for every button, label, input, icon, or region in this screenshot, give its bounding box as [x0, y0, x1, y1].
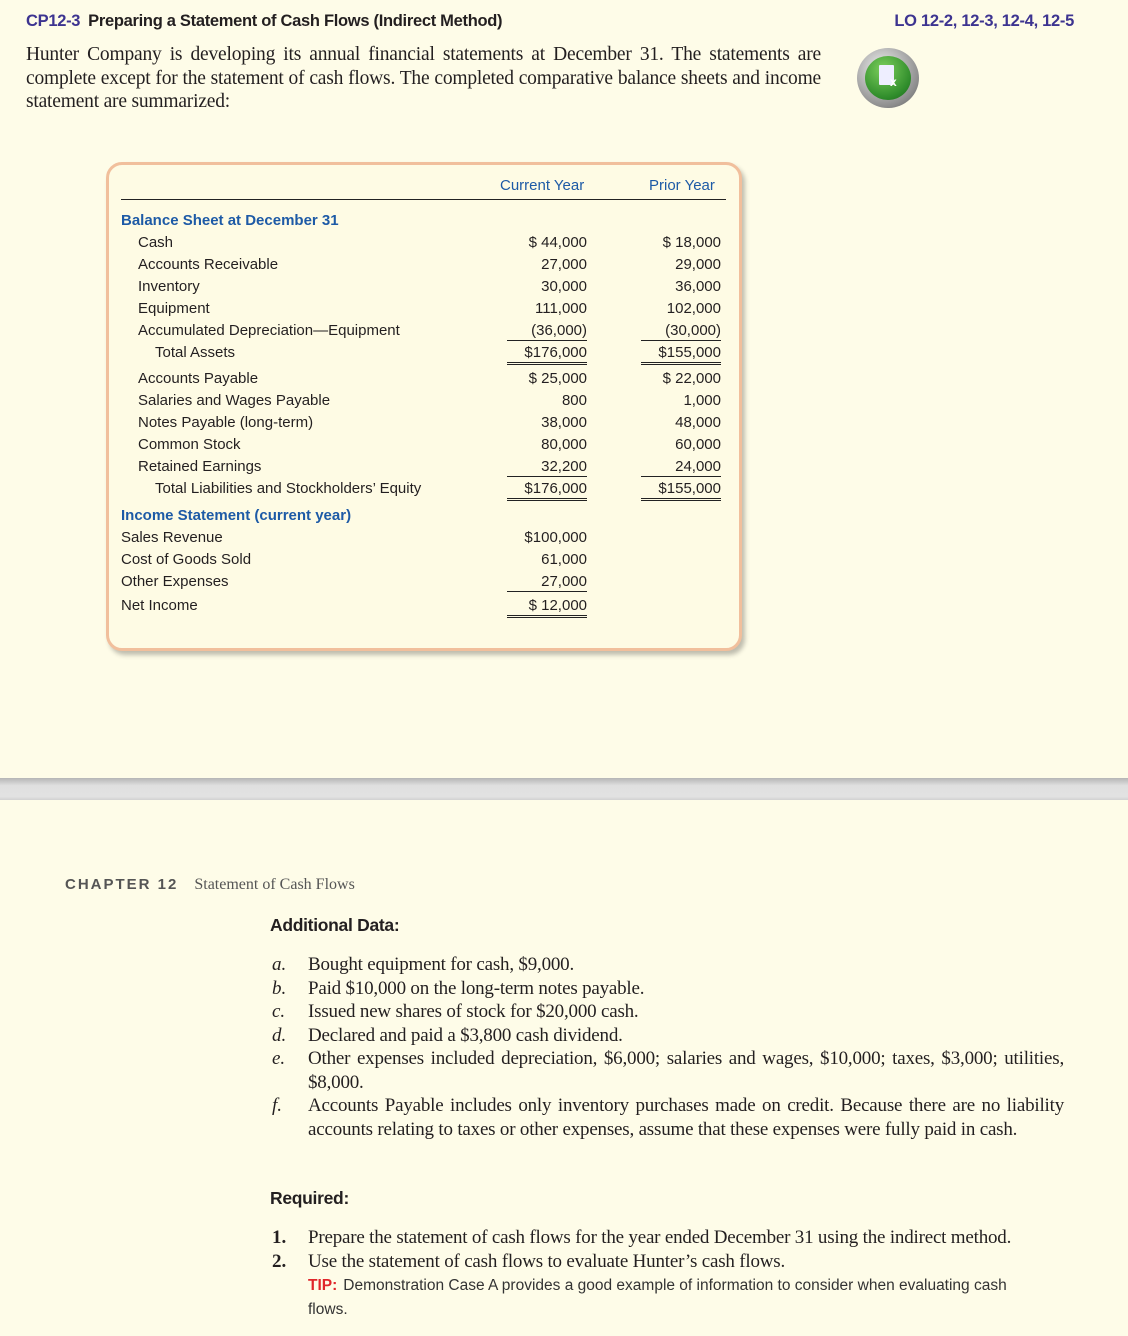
current-value: 27,000: [507, 573, 587, 592]
table-row: [109, 234, 739, 256]
table-row: [109, 458, 739, 480]
additional-data-heading: Additional Data:: [270, 915, 400, 935]
income-row: [109, 573, 739, 595]
prior-value: 102,000: [666, 300, 721, 317]
row-label: Accumulated Depreciation—Equipment: [138, 322, 400, 339]
chapter-title: Statement of Cash Flows: [194, 876, 355, 893]
intro-paragraph: Hunter Company is developing its annual financial statements at December 31. The statements are complete except for the statement of cash flows. The completed comparative balance sheets and income statement are summarized:: [26, 44, 821, 112]
required-heading: Required:: [270, 1188, 349, 1208]
income-row: [109, 597, 739, 619]
row-label: Salaries and Wages Payable: [138, 392, 331, 409]
table-row: [109, 436, 739, 458]
table-row: [109, 256, 739, 278]
list-item: [272, 1047, 1064, 1094]
row-label: Cash: [138, 234, 174, 251]
prior-value: 48,000: [675, 414, 721, 431]
total-assets-row: [109, 344, 739, 366]
row-label: Balance Sheet at December 31: [121, 212, 339, 229]
list-item: [272, 1024, 1064, 1048]
item-marker: e.: [272, 1048, 286, 1069]
current-value: $ 44,000: [528, 234, 587, 251]
list-item: [272, 1000, 1064, 1024]
list-item: [272, 977, 1064, 1001]
balance-sheet-heading: [109, 212, 739, 234]
item-text: Bought equipment for cash, $9,000.: [308, 954, 575, 975]
list-item: [272, 953, 1064, 977]
current-value: $176,000: [507, 344, 587, 365]
problem-number: CP12-3: [26, 12, 81, 30]
prior-value: $155,000: [641, 344, 721, 365]
item-marker: b.: [272, 977, 287, 999]
item-marker: 1.: [272, 1227, 287, 1248]
current-value: $176,000: [507, 480, 587, 501]
row-label: Income Statement (current year): [121, 507, 352, 524]
total-liabilities-row: [109, 480, 739, 502]
current-value: 80,000: [541, 436, 587, 453]
row-label: Retained Earnings: [138, 458, 262, 475]
table-row: [109, 300, 739, 322]
current-value: 27,000: [541, 256, 587, 273]
prior-value: $ 18,000: [662, 234, 721, 251]
problem-title-text: Preparing a Statement of Cash Flows (Indirect Method): [88, 12, 503, 30]
prior-value: (30,000): [641, 322, 721, 341]
row-label: Cost of Goods Sold: [121, 551, 252, 568]
item-marker: 2.: [272, 1250, 287, 1272]
row-label: Other Expenses: [121, 573, 229, 590]
item-text: Other expenses included depreciation, $6,000; salaries and wages, $10,000; taxes, $3,000; utilities, $8,000.: [308, 1048, 1064, 1093]
item-text: Accounts Payable includes only inventory purchases made on credit. Because there are no liability accounts relating to taxes or other expenses, assume that these expenses were fully paid in cash.: [308, 1095, 1064, 1140]
current-value: $100,000: [524, 529, 587, 546]
current-value: (36,000): [507, 322, 587, 341]
item-marker: c.: [272, 1001, 286, 1022]
excel-icon[interactable]: x: [857, 48, 919, 108]
prior-value: $ 22,000: [662, 370, 721, 387]
row-label: Common Stock: [138, 436, 241, 453]
row-label: Sales Revenue: [121, 529, 223, 546]
current-value: 30,000: [541, 278, 587, 295]
current-value: 61,000: [541, 551, 587, 568]
prior-value: 36,000: [675, 278, 721, 295]
prior-value: 60,000: [675, 436, 721, 453]
row-label: Total Liabilities and Stockholders’ Equity: [155, 480, 422, 497]
col-header-current: Current Year: [500, 177, 585, 194]
table-row: [109, 278, 739, 300]
learning-objectives: LO 12-2, 12-3, 12-4, 12-5: [894, 12, 1074, 30]
item-marker: a.: [272, 954, 287, 975]
item-text: Issued new shares of stock for $20,000 cash.: [308, 1001, 639, 1022]
tip-note: [308, 1274, 1008, 1322]
income-row: [109, 529, 739, 551]
current-value: $ 25,000: [528, 370, 587, 387]
income-statement-heading: [109, 507, 739, 529]
prior-value: 24,000: [641, 458, 721, 477]
row-label: Net Income: [121, 597, 198, 614]
list-item: [272, 1226, 1064, 1250]
problem-title: [26, 12, 502, 31]
table-row: [109, 370, 739, 392]
table-row: [109, 322, 739, 344]
item-text: Prepare the statement of cash flows for the year ended December 31 using the indirect method.: [308, 1227, 1012, 1248]
item-text: Declared and paid a $3,800 cash dividend.: [308, 1024, 623, 1046]
row-label: Total Assets: [155, 344, 236, 361]
col-header-prior: Prior Year: [649, 177, 715, 194]
row-label: Accounts Payable: [138, 370, 259, 387]
item-marker: d.: [272, 1024, 287, 1046]
row-label: Notes Payable (long-term): [138, 414, 314, 431]
tip-label: TIP:: [308, 1277, 338, 1294]
table-row: [109, 392, 739, 414]
row-label: Inventory: [138, 278, 200, 295]
header-rule: [121, 199, 726, 200]
prior-value: 29,000: [675, 256, 721, 273]
row-label: Equipment: [138, 300, 210, 317]
income-row: [109, 551, 739, 573]
item-marker: f.: [272, 1095, 283, 1116]
current-value: $ 12,000: [507, 597, 587, 618]
item-text: Paid $10,000 on the long-term notes payable.: [308, 977, 645, 999]
page-divider: [0, 778, 1128, 800]
tip-text: Demonstration Case A provides a good example of information to consider when evaluating cash flows.: [308, 1277, 1007, 1318]
prior-value: $155,000: [641, 480, 721, 501]
financial-statements-box: [106, 162, 742, 651]
current-value: 32,200: [507, 458, 587, 477]
prior-value: 1,000: [683, 392, 721, 409]
list-item: [272, 1250, 1064, 1274]
current-value: 38,000: [541, 414, 587, 431]
current-value: 111,000: [535, 300, 587, 317]
current-value: 800: [561, 392, 587, 409]
row-label: Accounts Receivable: [138, 256, 279, 273]
chapter-label: CHAPTER 12: [65, 876, 179, 893]
table-row: [109, 414, 739, 436]
item-text: Use the statement of cash flows to evaluate Hunter’s cash flows.: [308, 1250, 786, 1272]
list-item: [272, 1094, 1064, 1141]
chapter-header: [65, 876, 355, 894]
